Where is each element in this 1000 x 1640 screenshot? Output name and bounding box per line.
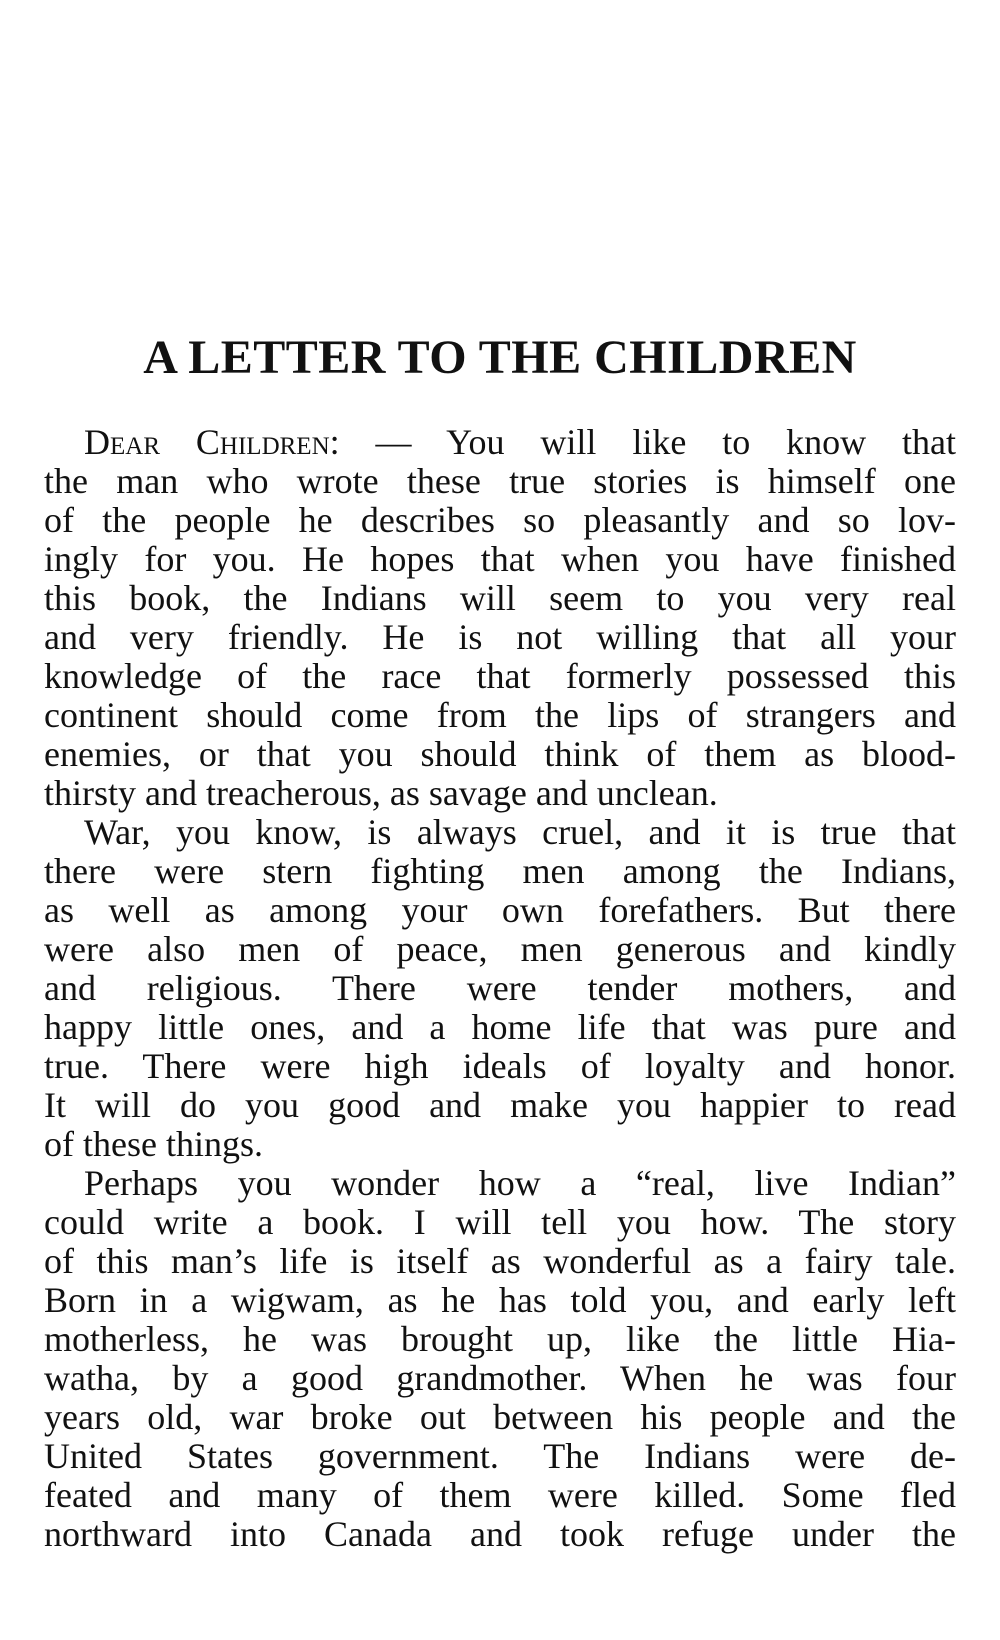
- paragraph-2-line-2: there were stern fighting men among the Indians,: [44, 851, 956, 891]
- paragraph-3-line-2: could write a book. I will tell you how. The story: [44, 1202, 956, 1242]
- paragraph-1-line-9: enemies, or that you should think of them as blood-: [44, 734, 956, 774]
- paragraph-1-line-1-text: You will like to know that: [446, 422, 956, 462]
- salutation: Dear Children:: [84, 422, 340, 462]
- paragraph-3-line-3: of this man’s life is itself as wonderful as a fairy tale.: [44, 1241, 956, 1281]
- salutation-dash: —: [339, 422, 447, 462]
- paragraph-3-line-10: northward into Canada and took refuge under the: [44, 1514, 956, 1554]
- paragraph-3-line-8: United States government. The Indians were de-: [44, 1436, 956, 1476]
- paragraph-3-line-6: watha, by a good grandmother. When he was four: [44, 1358, 956, 1398]
- paragraph-2-line-5: and religious. There were tender mothers, and: [44, 968, 956, 1008]
- paragraph-3-line-4: Born in a wigwam, as he has told you, and early left: [44, 1280, 956, 1320]
- paragraph-1-line-6: and very friendly. He is not willing that all your: [44, 617, 956, 657]
- paragraph-2-line-6: happy little ones, and a home life that was pure and: [44, 1007, 956, 1047]
- paragraph-1-line-10: thirsty and treacherous, as savage and unclean.: [44, 773, 718, 813]
- paragraph-1-line-4: ingly for you. He hopes that when you have finished: [44, 539, 956, 579]
- paragraph-2-line-3: as well as among your own forefathers. But there: [44, 890, 956, 930]
- paragraph-2-line-1: War, you know, is always cruel, and it is true that: [84, 812, 956, 852]
- paragraph-2-line-7: true. There were high ideals of loyalty and honor.: [44, 1046, 956, 1086]
- paragraph-3-line-1: Perhaps you wonder how a “real, live Indian”: [84, 1163, 956, 1203]
- paragraph-1-line-8: continent should come from the lips of strangers and: [44, 695, 956, 735]
- paragraph-1-line-3: of the people he describes so pleasantly and so lov-: [44, 500, 956, 540]
- paragraph-3-line-5: motherless, he was brought up, like the little Hia-: [44, 1319, 956, 1359]
- paragraph-1-line-5: this book, the Indians will seem to you very real: [44, 578, 956, 618]
- paragraph-3-line-9: feated and many of them were killed. Some fled: [44, 1475, 956, 1515]
- paragraph-1-line-1: [44, 423, 956, 462]
- letter-body: [44, 423, 956, 1554]
- paragraph-2-line-9: of these things.: [44, 1124, 263, 1164]
- page-title: A LETTER TO THE CHILDREN: [143, 331, 857, 384]
- paragraph-1-line-2: the man who wrote these true stories is himself one: [44, 461, 956, 501]
- paragraph-3-line-7: years old, war broke out between his people and the: [44, 1397, 956, 1437]
- paragraph-2-line-4: were also men of peace, men generous and kindly: [44, 929, 956, 969]
- paragraph-1-line-7: knowledge of the race that formerly possessed this: [44, 656, 956, 696]
- paragraph-2-line-8: It will do you good and make you happier to read: [44, 1085, 956, 1125]
